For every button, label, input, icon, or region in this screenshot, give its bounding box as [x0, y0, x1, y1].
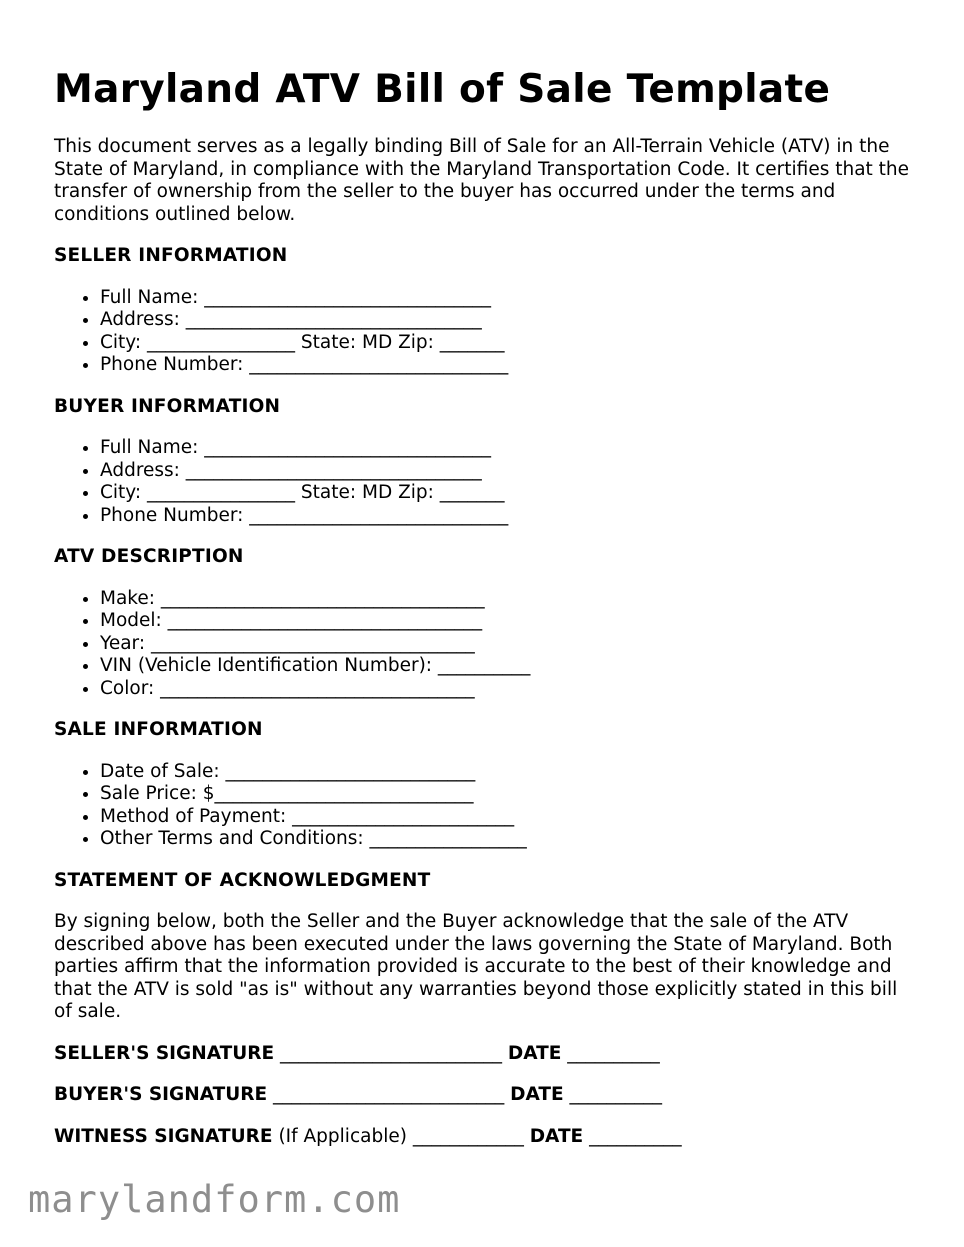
document-page [54, 66, 914, 1167]
sale-heading: SALE INFORMATION [54, 719, 263, 740]
seller-list [54, 287, 914, 377]
sale-other-terms: • Other Terms and Conditions: _________________ [100, 828, 914, 851]
buyer-address: • Address: ________________________________ [100, 460, 914, 483]
intro-paragraph: This document serves as a legally binding Bill of Sale for an All-Terrain Vehicle (ATV) in the State of Maryland, in compliance with the Maryland Transportation Code. It certifies that the transfer of ownership from the seller to the buyer has occurred under the terms and conditions outlined below. [54, 136, 910, 225]
acknowledgment-heading: STATEMENT OF ACKNOWLEDGMENT [54, 869, 431, 891]
document-title: Maryland ATV Bill of Sale Template [54, 67, 831, 112]
atv-model: • Model: __________________________________ [100, 610, 914, 633]
site-watermark: marylandform.com [28, 1178, 401, 1221]
buyer-signature-blank: _________________________ [267, 1084, 511, 1105]
acknowledgment-text: By signing below, both the Seller and the Buyer acknowledge that the sale of the ATV described above has been executed under the laws governing the State of Maryland. Both parties affirm that the information provided is accurate to the best of their knowledge and that the ATV is sold "as is" without any warranties beyond those explicitly stated in this bill of sale. [54, 911, 898, 1022]
witness-signature-line [54, 1126, 914, 1149]
sale-payment-method: • Method of Payment: ________________________ [100, 806, 914, 829]
witness-date-label: DATE [529, 1125, 584, 1147]
sale-date: • Date of Sale: ___________________________ [100, 761, 914, 784]
buyer-city-state-zip: • City: ________________ State: MD Zip: _______ [100, 482, 914, 505]
buyer-list [54, 437, 914, 527]
atv-color: • Color: __________________________________ [100, 678, 914, 701]
seller-signature-line [54, 1043, 914, 1066]
sale-list [54, 761, 914, 851]
buyer-signature-label: BUYER'S SIGNATURE [54, 1084, 268, 1105]
seller-date-blank: __________ [561, 1042, 660, 1064]
sale-price: • Sale Price: $____________________________ [100, 783, 914, 806]
buyer-date-blank: __________ [563, 1084, 663, 1105]
atv-year: • Year: ___________________________________ [100, 633, 914, 656]
buyer-heading: BUYER INFORMATION [54, 395, 281, 417]
atv-vin: • VIN (Vehicle Identification Number): __________ [100, 655, 914, 678]
witness-date-blank: __________ [583, 1125, 682, 1147]
seller-date-label: DATE [507, 1042, 562, 1064]
buyer-signature-line [54, 1084, 914, 1107]
seller-full-name: • Full Name: _______________________________ [100, 287, 914, 310]
witness-signature-label: WITNESS SIGNATURE [54, 1125, 273, 1147]
seller-signature-label: SELLER'S SIGNATURE [54, 1042, 275, 1064]
seller-signature-blank: ________________________ [274, 1042, 508, 1064]
witness-signature-blank: (If Applicable) ____________ [272, 1125, 530, 1147]
seller-phone: • Phone Number: ____________________________ [100, 354, 914, 377]
buyer-date-label: DATE [510, 1084, 564, 1105]
seller-city-state-zip: • City: ________________ State: MD Zip: _______ [100, 332, 914, 355]
atv-heading: ATV DESCRIPTION [54, 546, 244, 567]
buyer-phone: • Phone Number: ____________________________ [100, 505, 914, 528]
buyer-full-name: • Full Name: _______________________________ [100, 437, 914, 460]
seller-heading: SELLER INFORMATION [54, 245, 288, 266]
atv-make: • Make: ___________________________________ [100, 588, 914, 611]
seller-address: • Address: ________________________________ [100, 309, 914, 332]
atv-list [54, 588, 914, 701]
